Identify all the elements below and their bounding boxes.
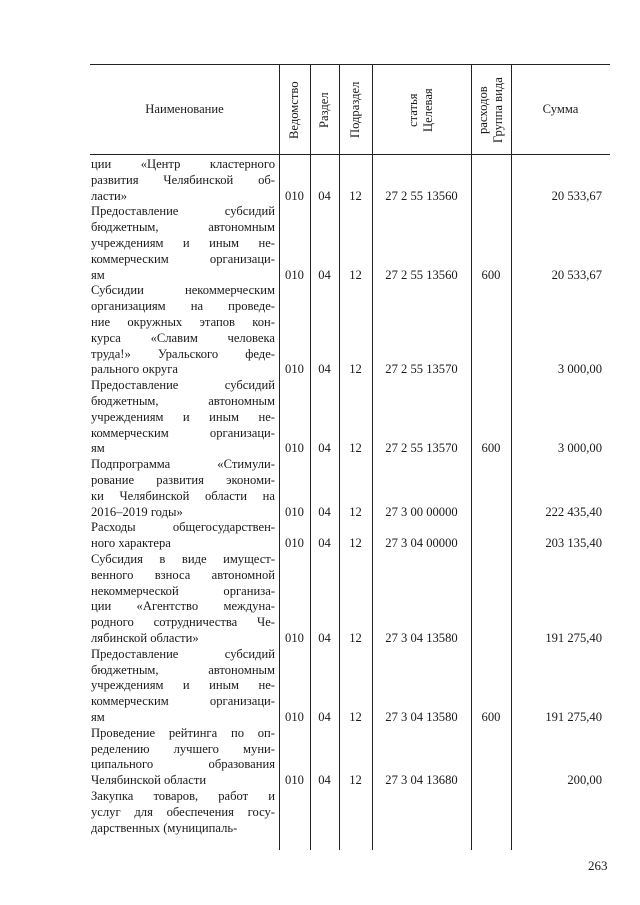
cell-subsection: 12 bbox=[349, 773, 362, 788]
header-target bbox=[406, 70, 436, 150]
header-target-line2: статья bbox=[406, 93, 420, 127]
header-group-line1: Группа вида bbox=[491, 77, 505, 143]
cell-name-line: учреждениям и иным не- bbox=[91, 678, 275, 693]
cell-target: 27 2 55 13560 bbox=[385, 188, 458, 203]
cell-sum: 3 000,00 bbox=[557, 362, 602, 377]
cell-target: 27 2 55 13560 bbox=[385, 267, 458, 282]
header-sum: Сумма bbox=[542, 102, 579, 116]
cell-name-line: Предоставление субсидий bbox=[91, 646, 275, 661]
cell-name-line: рование развития экономи- bbox=[91, 473, 275, 487]
cell-section: 04 bbox=[318, 362, 331, 377]
header-group bbox=[476, 68, 506, 152]
cell-name-line: ного характера bbox=[91, 536, 171, 551]
cell-name-line: бюджетным, автономным bbox=[91, 394, 275, 408]
cell-name-line: развития Челябинской об- bbox=[91, 172, 275, 187]
cell-target: 27 3 04 13680 bbox=[385, 773, 458, 788]
cell-section: 04 bbox=[318, 710, 331, 724]
cell-group: 600 bbox=[481, 441, 501, 456]
cell-sum: 20 533,67 bbox=[551, 267, 602, 282]
cell-section: 04 bbox=[318, 773, 331, 788]
cell-name-line: Закупка товаров, работ и bbox=[91, 789, 275, 803]
cell-dept: 010 bbox=[285, 188, 304, 203]
cell-name-line: 2016–2019 годы» bbox=[91, 504, 183, 519]
header-section: Раздел bbox=[317, 92, 331, 128]
cell-dept: 010 bbox=[285, 362, 304, 377]
cell-name-line: ции «Агентство междуна- bbox=[91, 599, 275, 614]
cell-name-line: организациям на проведе- bbox=[91, 299, 275, 314]
cell-sum: 203 135,40 bbox=[545, 536, 602, 551]
cell-name-line: Подпрограмма «Стимули- bbox=[91, 457, 275, 472]
header-subsection: Подраздел bbox=[348, 81, 362, 139]
cell-name-line: ласти» bbox=[91, 188, 128, 203]
cell-name-line: Субсидия в виде имущест- bbox=[91, 552, 275, 566]
cell-name-line: учреждениям и иным не- bbox=[91, 409, 275, 424]
cell-name-line: рального округа bbox=[91, 362, 178, 377]
cell-subsection: 12 bbox=[349, 504, 362, 519]
cell-target: 27 3 04 13580 bbox=[385, 631, 458, 645]
cell-dept: 010 bbox=[285, 631, 304, 645]
cell-section: 04 bbox=[318, 536, 331, 551]
cell-name-line: ципального образования bbox=[91, 757, 275, 772]
cell-name-line: ки Челябинской области на bbox=[91, 488, 275, 503]
header-target-line1: Целевая bbox=[421, 88, 435, 132]
cell-dept: 010 bbox=[285, 441, 304, 456]
cell-subsection: 12 bbox=[349, 362, 362, 377]
cell-name-line: некоммерческой организа- bbox=[91, 583, 275, 598]
cell-subsection: 12 bbox=[349, 631, 362, 645]
cell-group: 600 bbox=[481, 710, 501, 724]
cell-name-line: коммерческим организаци- bbox=[91, 425, 275, 440]
header-dept: Ведомство bbox=[287, 81, 301, 139]
cell-group: 600 bbox=[481, 267, 501, 282]
cell-sum: 222 435,40 bbox=[545, 504, 602, 519]
cell-subsection: 12 bbox=[349, 188, 362, 203]
cell-name-line: Предоставление субсидий bbox=[91, 204, 275, 219]
cell-target: 27 2 55 13570 bbox=[385, 362, 458, 377]
table-top-rule bbox=[90, 64, 610, 65]
cell-sum: 191 275,40 bbox=[545, 631, 602, 645]
cell-name-line: Проведение рейтинга по оп- bbox=[91, 725, 275, 740]
cell-sum: 191 275,40 bbox=[545, 710, 602, 724]
cell-name-line: коммерческим организаци- bbox=[91, 694, 275, 709]
cell-target: 27 3 04 00000 bbox=[385, 536, 458, 551]
cell-name-line: труда!» Уральского феде- bbox=[91, 346, 275, 361]
cell-dept: 010 bbox=[285, 773, 304, 788]
cell-name-line: дарственных (муниципаль- bbox=[91, 820, 238, 835]
cell-subsection: 12 bbox=[349, 710, 362, 724]
cell-dept: 010 bbox=[285, 536, 304, 551]
page-number: 263 bbox=[588, 858, 608, 873]
cell-subsection: 12 bbox=[349, 441, 362, 456]
cell-subsection: 12 bbox=[349, 536, 362, 551]
cell-dept: 010 bbox=[285, 267, 304, 282]
cell-target: 27 2 55 13570 bbox=[385, 441, 458, 456]
cell-name-line: ции «Центр кластерного bbox=[91, 157, 275, 171]
cell-name-line: лябинской области» bbox=[91, 631, 199, 645]
cell-name-line: родного сотрудничества Че- bbox=[91, 615, 275, 630]
cell-name-line: венного взноса автономной bbox=[91, 567, 275, 582]
cell-name-line: учреждениям и иным не- bbox=[91, 236, 275, 250]
cell-name-line: ние окружных этапов кон- bbox=[91, 315, 275, 329]
header-name: Наименование bbox=[145, 102, 224, 116]
cell-dept: 010 bbox=[285, 710, 304, 724]
header-bottom-rule bbox=[90, 154, 610, 155]
cell-name-line: курса «Славим человека bbox=[91, 330, 275, 345]
cell-name-line: Предоставление субсидий bbox=[91, 378, 275, 393]
cell-name-line: Челябинской области bbox=[91, 773, 207, 788]
cell-dept: 010 bbox=[285, 504, 304, 519]
cell-sum: 200,00 bbox=[567, 773, 602, 788]
cell-section: 04 bbox=[318, 631, 331, 645]
cell-name-line: Субсидии некоммерческим bbox=[91, 283, 275, 298]
header-group-line2: расходов bbox=[476, 86, 490, 134]
cell-name-line: коммерческим организаци- bbox=[91, 251, 275, 266]
cell-sum: 3 000,00 bbox=[557, 441, 602, 456]
cell-section: 04 bbox=[318, 267, 331, 282]
cell-name-line: ям bbox=[91, 441, 105, 456]
cell-name-line: бюджетным, автономным bbox=[91, 220, 275, 235]
cell-sum: 20 533,67 bbox=[551, 188, 602, 203]
cell-name-line: бюджетным, автономным bbox=[91, 662, 275, 677]
cell-name-line: Расходы общегосударствен- bbox=[91, 520, 275, 535]
cell-section: 04 bbox=[318, 441, 331, 456]
cell-subsection: 12 bbox=[349, 267, 362, 282]
cell-name-line: ям bbox=[91, 267, 105, 282]
cell-section: 04 bbox=[318, 504, 331, 519]
cell-target: 27 3 04 13580 bbox=[385, 710, 458, 724]
cell-target: 27 3 00 00000 bbox=[385, 504, 458, 519]
cell-name-line: ределению лучшего муни- bbox=[91, 741, 275, 756]
cell-name-line: ям bbox=[91, 710, 105, 724]
cell-section: 04 bbox=[318, 188, 331, 203]
cell-name-line: услуг для обеспечения госу- bbox=[91, 804, 275, 819]
